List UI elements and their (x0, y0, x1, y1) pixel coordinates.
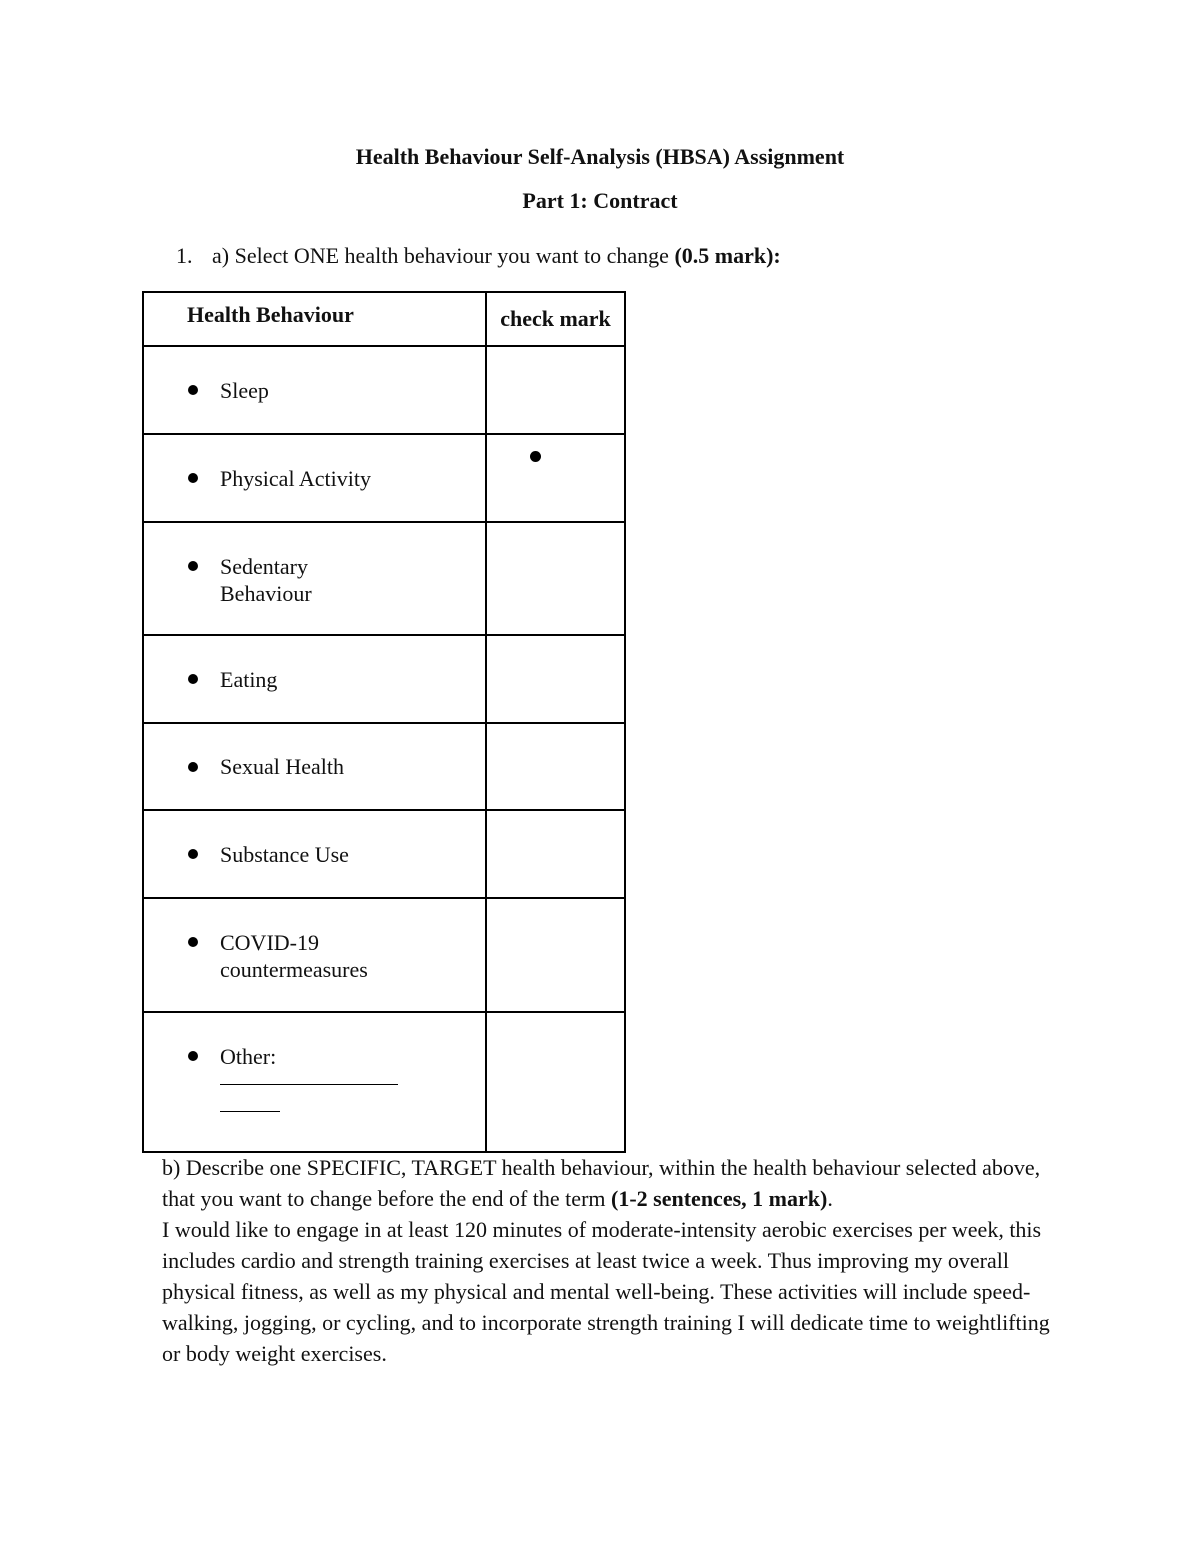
question-1b-prompt: b) Describe one SPECIFIC, TARGET health behaviour, within the health behaviour selected above, that you want to change before the end of the term (162, 1155, 1041, 1211)
health-behaviour-table (142, 291, 626, 1153)
table-header-row (143, 292, 625, 346)
behaviour-label-line2: Behaviour (220, 581, 312, 606)
check-cell-sleep[interactable] (486, 346, 625, 434)
table-row (143, 522, 625, 635)
other-blank-line-2[interactable] (220, 1097, 280, 1112)
behaviour-label: Substance Use (220, 841, 349, 867)
check-mark-dot-icon (530, 451, 541, 462)
question-1a-prompt: a) Select ONE health behaviour you want to change (212, 243, 675, 268)
document-title: Health Behaviour Self-Analysis (HBSA) Assignment (355, 144, 845, 169)
behaviour-label: Eating (220, 666, 278, 692)
behaviour-label: Other: (220, 1044, 277, 1069)
table-row (143, 723, 625, 810)
behaviour-other (143, 1012, 486, 1152)
check-cell-substance-use[interactable] (486, 810, 625, 898)
question-number: 1. (176, 243, 193, 268)
header-health-behaviour: Health Behaviour (143, 292, 486, 346)
bullet-icon (188, 937, 198, 947)
behaviour-label-line1: COVID-19 (220, 930, 319, 955)
behaviour-label: Sexual Health (220, 754, 345, 779)
table-row (143, 635, 625, 723)
check-cell-eating[interactable] (486, 635, 625, 723)
behaviour-sexual-health (143, 723, 486, 810)
other-blank-line[interactable] (220, 1070, 398, 1085)
question-1b-end: . (827, 1186, 833, 1211)
behaviour-label: Physical Activity (220, 465, 371, 491)
header-check-mark: check mark (486, 292, 625, 346)
table-row (143, 1012, 625, 1152)
bullet-icon (188, 561, 198, 571)
question-1a (176, 243, 781, 269)
behaviour-sedentary (143, 522, 486, 635)
behaviour-physical-activity (143, 434, 486, 522)
document-subtitle: Part 1: Contract (522, 188, 678, 213)
behaviour-substance-use (143, 810, 486, 898)
check-cell-covid[interactable] (486, 898, 625, 1012)
check-cell-sexual-health[interactable] (486, 723, 625, 810)
behaviour-label-line2: countermeasures (220, 957, 368, 982)
check-cell-physical-activity[interactable] (486, 434, 625, 522)
bullet-icon (188, 674, 198, 684)
bullet-icon (188, 849, 198, 859)
question-1b (162, 1152, 1072, 1214)
question-1b-mark: (1-2 sentences, 1 mark) (611, 1186, 828, 1211)
behaviour-eating (143, 635, 486, 723)
table-row (143, 434, 625, 522)
bullet-icon (188, 473, 198, 483)
bullet-icon (188, 762, 198, 772)
answer-text: I would like to engage in at least 120 minutes of moderate-intensity aerobic exercises per week, this includes cardio and strength training exercises at least twice a week. Thus improving my overall physical fitness, as well as my physical and mental well-being. These activities will include speed-walking, jogging, or cycling, and to incorporate strength training I will dedicate time to weightlifting or body weight exercises. (162, 1217, 1050, 1366)
behaviour-label-line1: Sedentary (220, 554, 308, 579)
table-row (143, 898, 625, 1012)
behaviour-label: Sleep (220, 377, 269, 403)
behaviour-sleep (143, 346, 486, 434)
table-row (143, 346, 625, 434)
bullet-icon (188, 385, 198, 395)
behaviour-covid (143, 898, 486, 1012)
question-1a-mark: (0.5 mark): (674, 243, 781, 268)
table-row (143, 810, 625, 898)
check-cell-sedentary[interactable] (486, 522, 625, 635)
check-cell-other[interactable] (486, 1012, 625, 1152)
bullet-icon (188, 1051, 198, 1061)
